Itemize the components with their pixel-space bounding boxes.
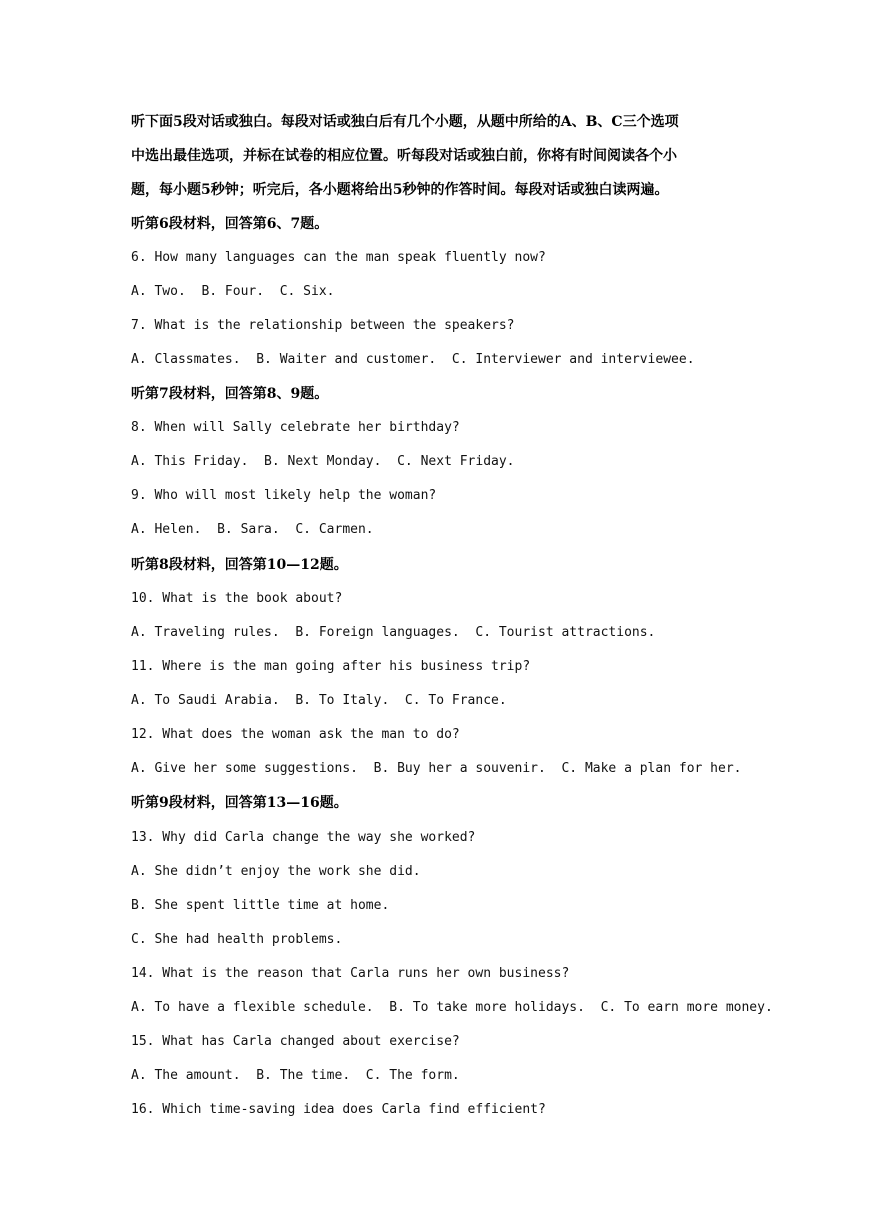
instructions-line-1: 听下面5段对话或独白。每段对话或独白后有几个小题，从题中所给的A、B、C三个选项 [131,114,679,130]
answer-options: A. To Saudi Arabia. B. To Italy. C. To France. [131,693,507,708]
section-heading: 听第6段材料，回答第6、7题。 [131,216,329,232]
answer-options: A. Classmates. B. Waiter and customer. C. Interviewer and interviewee. [131,352,695,367]
question-stem: 13. Why did Carla change the way she worked? [131,830,476,845]
question-stem: 12. What does the woman ask the man to do? [131,727,460,742]
answer-options: A. To have a flexible schedule. B. To take more holidays. C. To earn more money. [131,1000,773,1015]
instructions-line-3: 题，每小题5秒钟；听完后，各小题将给出5秒钟的作答时间。每段对话或独白读两遍。 [131,182,669,198]
section-heading: 听第9段材料，回答第13—16题。 [131,795,348,811]
question-stem: 11. Where is the man going after his business trip? [131,659,531,674]
answer-options: A. Give her some suggestions. B. Buy her a souvenir. C. Make a plan for her. [131,761,742,776]
section-heading: 听第8段材料，回答第10—12题。 [131,557,348,573]
question-stem: 14. What is the reason that Carla runs her own business? [131,966,570,981]
question-stem: 15. What has Carla changed about exercise? [131,1034,460,1049]
answer-options: A. Two. B. Four. C. Six. [131,284,335,299]
question-stem: 16. Which time-saving idea does Carla find efficient? [131,1102,546,1117]
question-stem: 6. How many languages can the man speak fluently now? [131,250,546,265]
question-stem: 8. When will Sally celebrate her birthday? [131,420,460,435]
instructions-line-2: 中选出最佳选项，并标在试卷的相应位置。听每段对话或独白前，你将有时间阅读各个小 [131,148,677,164]
answer-options: A. The amount. B. The time. C. The form. [131,1068,460,1083]
answer-options: A. This Friday. B. Next Monday. C. Next Friday. [131,454,515,469]
question-stem: 10. What is the book about? [131,591,343,606]
section-heading: 听第7段材料，回答第8、9题。 [131,386,329,402]
question-stem: 9. Who will most likely help the woman? [131,488,437,503]
question-stem: 7. What is the relationship between the speakers? [131,318,515,333]
answer-options: A. Helen. B. Sara. C. Carmen. [131,522,374,537]
answer-option: A. She didn’t enjoy the work she did. [131,864,421,879]
answer-options: A. Traveling rules. B. Foreign languages. C. Tourist attractions. [131,625,656,640]
answer-option: C. She had health problems. [131,932,343,947]
answer-option: B. She spent little time at home. [131,898,390,913]
